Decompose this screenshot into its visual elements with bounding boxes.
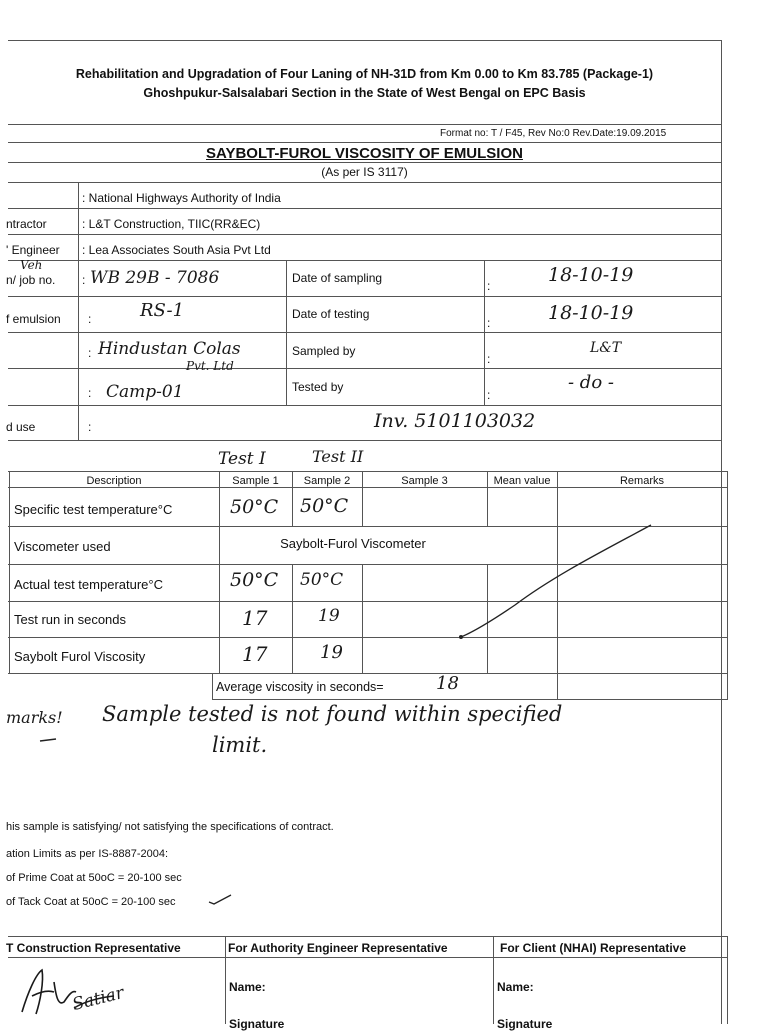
info-line — [8, 260, 721, 261]
end-use-label: d use — [6, 420, 36, 434]
remarks-dash — [38, 735, 60, 745]
source-colon: : — [88, 386, 92, 400]
remarks-line-1: Sample tested is not found within specified — [102, 702, 563, 726]
client-representative-heading: For Client (NHAI) Representative — [500, 941, 687, 955]
standard-reference: (As per IS 3117) — [321, 165, 408, 179]
tested-by-label: Tested by — [292, 380, 344, 394]
signature-col — [727, 936, 728, 1024]
test-1-heading: Test I — [218, 449, 266, 469]
job-overwrite-handwriting: Veh — [20, 258, 43, 272]
row-specific-temp-label: Specific test temperature°C — [14, 502, 173, 517]
job-number-label: n/ job no. — [6, 273, 56, 287]
table-line — [212, 699, 728, 700]
row-actual-temp-s2: 50°C — [300, 570, 344, 590]
header-remarks: Remarks — [619, 475, 664, 487]
remarks-line-2: limit. — [212, 733, 268, 757]
info-line — [8, 368, 721, 369]
date-testing-value: 18-10-19 — [548, 302, 634, 324]
info-line — [8, 405, 721, 406]
client-name-label: Name: — [497, 980, 534, 994]
authority-signature-label: Signature — [229, 1017, 285, 1031]
info-col-divider — [286, 260, 287, 405]
table-col — [727, 471, 728, 699]
row-viscometer-label: Viscometer used — [14, 539, 111, 554]
row-test-run-s1: 17 — [242, 606, 268, 630]
authority-name-label: Name: — [229, 980, 266, 994]
manufacturer-value: Hindustan Colas — [98, 339, 241, 359]
sampled-by-label: Sampled by — [292, 344, 356, 358]
signature-header-line — [8, 957, 728, 958]
row-actual-temp-s1: 50°C — [230, 569, 279, 591]
job-colon: : — [82, 273, 86, 287]
standard-divider — [8, 182, 721, 183]
row-actual-temp-label: Actual test temperature°C — [14, 577, 163, 592]
date-sampling-label: Date of sampling — [292, 271, 383, 285]
authority-representative-heading: For Authority Engineer Representative — [228, 941, 448, 955]
table-col — [362, 564, 363, 673]
header-description: Description — [86, 475, 142, 487]
date-sampling-value: 18-10-19 — [548, 264, 634, 286]
end-use-value: Inv. 5101103032 — [374, 410, 536, 432]
tested-by-value: - do - — [568, 372, 614, 393]
table-col — [292, 564, 293, 673]
row-viscosity-s2: 19 — [320, 642, 343, 663]
info-line — [8, 296, 721, 297]
emulsion-label: f emulsion — [6, 312, 61, 326]
header-sample-3: Sample 3 — [401, 475, 448, 487]
sampled-by-value: L&T — [590, 340, 622, 356]
table-line — [8, 471, 728, 472]
form-title: SAYBOLT-FUROL VISCOSITY OF EMULSION — [206, 145, 523, 162]
header-sample-2: Sample 2 — [303, 475, 351, 487]
project-title-line1: Rehabilitation and Upgradation of Four Laning of NH-31D from Km 0.00 to Km 83.785 (Package-1) — [75, 67, 654, 81]
signature-top-line — [8, 936, 728, 937]
date-testing-colon: : — [487, 316, 491, 330]
sampled-by-colon: : — [487, 352, 491, 366]
average-viscosity-value: 18 — [436, 673, 459, 694]
header-mean-value: Mean value — [493, 475, 551, 487]
average-viscosity-label: Average viscosity in seconds= — [216, 680, 384, 694]
title-divider — [8, 162, 721, 163]
table-line — [8, 673, 728, 674]
tack-coat-tick — [207, 893, 233, 907]
date-testing-label: Date of testing — [292, 307, 370, 321]
client-value: : National Highways Authority of India — [82, 191, 281, 205]
info-col-divider — [484, 260, 485, 405]
info-line — [8, 440, 721, 441]
contractor-label: ntractor — [6, 217, 47, 231]
client-signature-label: Signature — [497, 1017, 553, 1031]
engineer-label: ' Engineer — [6, 243, 60, 257]
row-viscosity-s1: 17 — [242, 642, 268, 666]
table-col — [219, 471, 220, 673]
info-line — [8, 208, 721, 209]
row-specific-temp-s2: 50°C — [300, 495, 349, 517]
remarks-strike-line — [455, 520, 660, 645]
format-number: Format no: T / F45, Rev No:0 Rev.Date:19.09.2015 — [440, 128, 667, 139]
signature-col — [225, 936, 226, 1024]
row-specific-temp-s1: 50°C — [230, 496, 279, 518]
manufacturer-colon: : — [88, 346, 92, 360]
frame-top — [8, 40, 721, 41]
format-divider — [8, 142, 721, 143]
test-2-heading: Test II — [312, 447, 364, 466]
emulsion-value: RS-1 — [140, 300, 185, 321]
row-viscometer-value: Saybolt-Furol Viscometer — [280, 536, 426, 551]
compliance-note: his sample is satisfying/ not satisfying the specifications of contract. — [6, 821, 334, 833]
tack-coat-note: of Tack Coat at 50oC = 20-100 sec — [6, 896, 176, 908]
contractor-representative-heading: T Construction Representative — [6, 941, 181, 955]
signature-col — [493, 936, 494, 1024]
end-use-colon: : — [88, 420, 92, 434]
remarks-label: marks! — [6, 708, 63, 727]
frame-right — [721, 40, 722, 1024]
contractor-value: : L&T Construction, TIIC(RR&EC) — [82, 217, 261, 231]
info-line — [8, 332, 721, 333]
engineer-value: : Lea Associates South Asia Pvt Ltd — [82, 243, 271, 257]
header-sample-1: Sample 1 — [232, 475, 279, 487]
row-test-run-s2: 19 — [318, 606, 340, 626]
date-sampling-colon: : — [487, 279, 491, 293]
table-col — [212, 673, 213, 699]
row-test-run-label: Test run in seconds — [14, 612, 127, 627]
table-col — [9, 471, 10, 673]
manufacturer-suffix: Pvt. Ltd — [186, 359, 234, 373]
prime-coat-note: of Prime Coat at 50oC = 20-100 sec — [6, 872, 182, 884]
source-value: Camp-01 — [106, 382, 184, 402]
info-line — [8, 234, 721, 235]
row-viscosity-label: Saybolt Furol Viscosity — [14, 649, 146, 664]
limits-note: ation Limits as per IS-8887-2004: — [6, 848, 169, 860]
tested-by-colon: : — [487, 388, 491, 402]
info-col-divider — [78, 182, 79, 440]
emulsion-colon: : — [88, 312, 92, 326]
job-number-value: WB 29B - 7086 — [90, 268, 220, 288]
contractor-signature-text: Satiar — [70, 982, 126, 1016]
project-title-line2: Ghoshpukur-Salsalabari Section in the State of West Bengal on EPC Basis — [143, 86, 586, 100]
header-divider — [8, 124, 721, 125]
